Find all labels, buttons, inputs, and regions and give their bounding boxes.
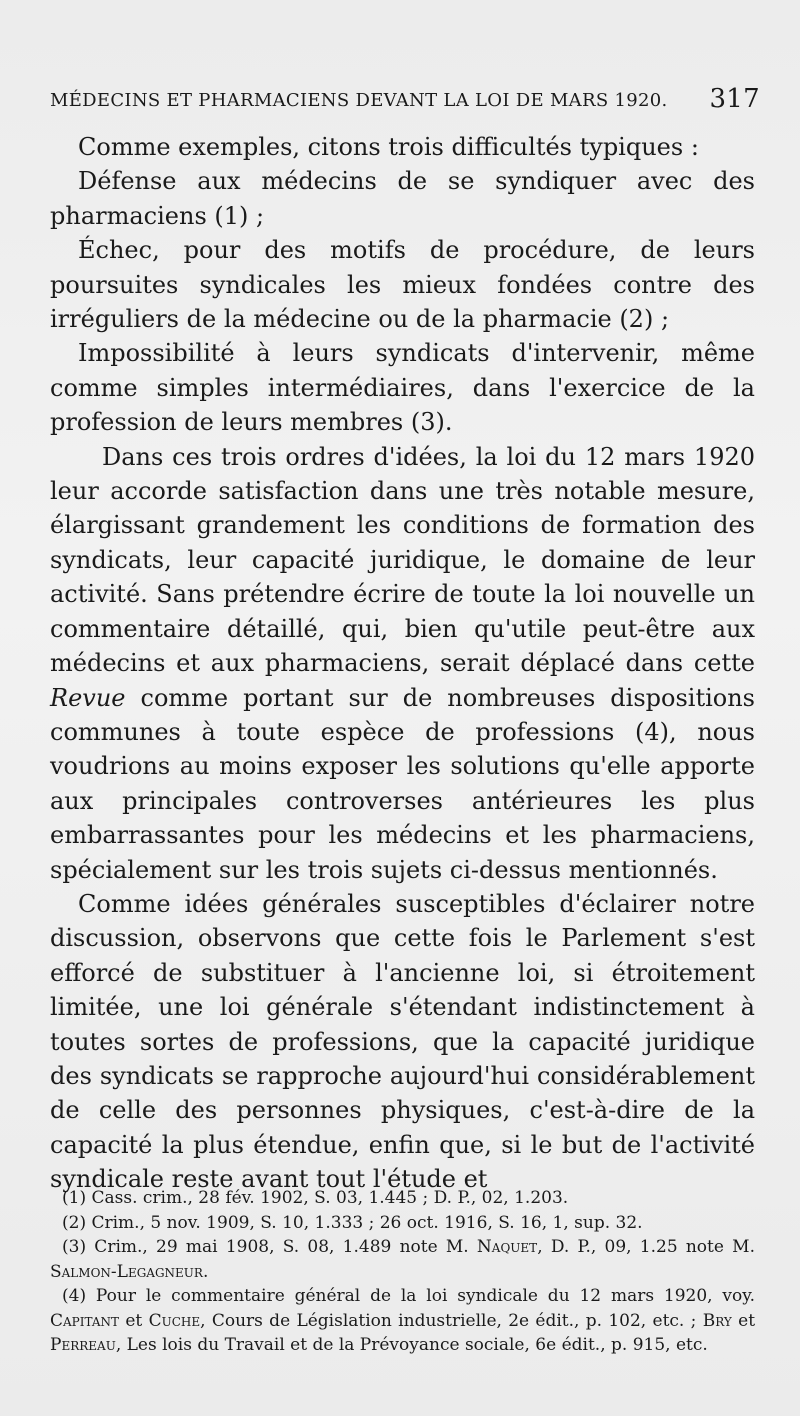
running-header bbox=[50, 84, 760, 114]
page-number: 317 bbox=[709, 84, 760, 114]
footnote-1: (1) Cass. crim., 28 fév. 1902, S. 03, 1.445 ; D. P., 02, 1.203. bbox=[62, 1188, 569, 1208]
paragraph-text: Dans ces trois ordres d'idées, la loi du 12 mars 1920 leur accorde satisfaction dans une très notable mesure, élargissant grandement les conditions de formation des syndicats, leur capacité juridique, le domaine de leur activité. Sans prétendre écrire de toute la loi nouvelle un commentaire détaillé, qui, bien qu'utile peut-être aux médecins et aux pharmaciens, serait déplacé dans cette bbox=[50, 442, 755, 678]
paragraph-text: comme portant sur de nombreuses dispositions communes à toute espèce de professions (4), nous voudrions au moins exposer les solutions qu'elle apporte aux principales controverses antérieures les plus embarrassantes pour les médecins et les pharmaciens, spécialement sur les trois sujets ci-dessus mentionnés. bbox=[50, 683, 755, 884]
paragraph: Comme idées générales susceptibles d'éclairer notre discussion, observons que cette fois le Parlement s'est efforcé de substituer à l'ancienne loi, si étroitement limitée, une loi générale s'étendant indistinctement à toutes sortes de professions, que la capacité juridique des syndicats se rapproche aujourd'hui considérablement de celle des personnes physiques, c'est-à-dire de la capacité la plus étendue, enfin que, si le but de l'activité syndicale reste avant tout l'étude et bbox=[50, 889, 755, 1194]
paragraph: Impossibilité à leurs syndicats d'intervenir, même comme simples intermédiaires, dans l'exercice de la profession de leurs membres (3). bbox=[50, 339, 755, 437]
author-name: Perreau bbox=[50, 1335, 116, 1355]
author-name: Capitant bbox=[50, 1310, 120, 1331]
footnote-3: (3) Crim., 29 mai 1908, S. 08, 1.489 note M. Naquet, D. P., 09, 1.25 note M. Salmon-Legagneur. bbox=[50, 1237, 755, 1282]
running-title: MÉDECINS ET PHARMACIENS DEVANT LA LOI DE MARS 1920. bbox=[50, 90, 668, 111]
paragraph: Défense aux médecins de se syndiquer avec des pharmaciens (1) ; bbox=[50, 167, 755, 230]
footnotes bbox=[50, 1186, 755, 1358]
author-name: Salmon-Legagneur bbox=[50, 1261, 203, 1282]
author-name: Naquet bbox=[476, 1237, 538, 1257]
author-name: Cuche bbox=[148, 1310, 201, 1331]
revue-title: Revue bbox=[50, 683, 126, 712]
main-text bbox=[50, 130, 755, 1197]
footnote-4: (4) Pour le commentaire général de la loi syndicale du 12 mars 1920, voy. Capitant et Cuche, Cours de Législation industrielle, 2e édit., p. 102, etc. ; Bry et Perreau, Les lois du Travail et de la Prévoyance sociale, 6e édit., p. 915, etc. bbox=[50, 1286, 756, 1355]
paragraph: Échec, pour des motifs de procédure, de leurs poursuites syndicales les mieux fondées contre des irréguliers de la médecine ou de la pharmacie (2) ; bbox=[50, 236, 755, 334]
paragraph bbox=[50, 440, 755, 887]
paragraph: Comme exemples, citons trois difficultés typiques : bbox=[78, 133, 699, 161]
author-name: Bry bbox=[702, 1310, 732, 1331]
footnote-2: (2) Crim., 5 nov. 1909, S. 10, 1.333 ; 26 oct. 1916, S. 16, 1, sup. 32. bbox=[62, 1212, 643, 1233]
